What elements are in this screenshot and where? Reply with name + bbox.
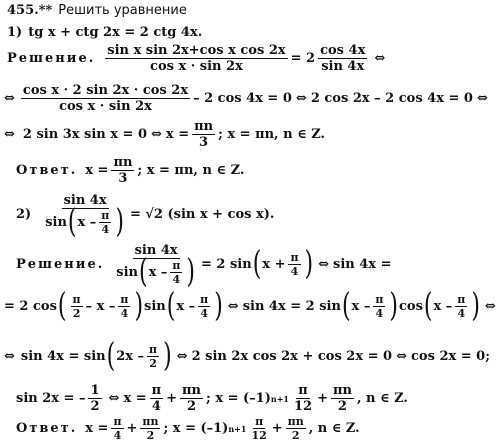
fraction: π 2 [72,293,81,320]
part2-solution-line3: ⇔ sin 4x = sin ( 2x – π 2 ) ⇔ 2 sin 2x cos 2x + cos 2x = 0 ⇔ cos 2x = 0; [4,337,491,375]
fraction: π 4 [172,259,181,286]
solution-label: Решение. [16,257,105,272]
part1-equation: 1) tg x + ctg 2x = 2 ctg 4x. [7,25,203,40]
answer-label: Ответ. [16,163,78,178]
fraction: π 4 [101,209,110,236]
fraction: π 4 [200,293,209,320]
problem-title: Решить уравнение [58,3,187,18]
part2-solution-line4: sin 2x = – 1 2 ⇔ x = $\frac{\pi}{4}$ + $\frac{\pi n}{2}$ ; x = (–1) n+1 π 12 + $\frac{\pi n}{2}$ , n ∈ Z. [16,383,408,414]
fraction: π 12 [251,415,267,442]
fraction: π 4 [375,293,384,320]
equivalence-arrow: ⇔ [176,349,188,364]
fraction: sin 4x sin ( x – π 4 ) [45,193,124,241]
equivalence-arrow: ⇔ [151,127,162,142]
part1-solution-line2: ⇔ cos x · 2 sin 2x · cos 2x cos x · sin 2x – 2 cos 4x = 0 ⇔ 2 cos 2x – 2 cos 4x = 0 ⇔ [4,83,488,114]
equivalence-arrow: ⇔ [484,299,496,314]
problem-number: 455.** [7,3,53,18]
equivalence-arrow: ⇔ [476,91,488,106]
fraction: 1 2 [90,383,100,414]
fraction: $\frac{\pi n}{2}$ [142,415,159,442]
fraction: cos x · 2 sin 2x · cos 2x cos x · sin 2x [22,83,189,114]
fraction: π 12 [293,383,313,414]
equivalence-arrow: ⇔ [318,257,330,272]
part1-solution-line1: Решение. $\frac{\text{sin x sin 2x+cos x cos 2x}}{\text{cos x · sin 2x}}$ = 2 cos 4x sin 4x ⇔ [7,43,386,74]
equivalence-arrow: ⇔ [227,299,239,314]
equivalence-arrow: ⇔ [4,127,15,142]
part2-solution-line1: Решение. sin 4x sin ( x – π 4 ) = 2 sin ( x + $\frac{\pi}{4}$ ) ⇔ sin 4x = [16,243,392,291]
fraction: $\frac{\pi}{4}$ [290,251,299,278]
fraction: $\frac{\pi}{4}$ [113,415,122,442]
fraction: $\frac{\pi}{4}$ [151,383,162,414]
fraction: π 2 [149,343,158,370]
fraction: $\frac{\pi n}{2}$ [287,415,304,442]
equivalence-arrow: ⇔ [4,91,15,106]
equivalence-arrow: ⇔ [108,391,120,406]
solution-label: Решение. [7,51,96,66]
fraction: $\frac{\pi n}{2}$ [182,383,201,414]
equivalence-arrow: ⇔ [4,349,15,364]
problem-header [7,4,187,17]
fraction: π 4 [120,293,129,320]
part2-solution-line2: = 2 cos ( π 2 – x – π 4 ) sin ( x – π 4 ) ⇔ sin 4x = 2 sin ( x – π 4 ) cos ( x – π 4 ) ⇔ [4,287,496,325]
part1-solution-line3: ⇔ 2 sin 3x sin x = 0 ⇔ x = $\frac{\pi n}{3}$ ; x = πn, n ∈ Z. [4,119,326,150]
fraction: $\frac{\text{sin x sin 2x+cos x cos 2x}}{\text{cos x · sin 2x}}$ [107,43,286,74]
part2-equation: 2) sin 4x sin ( x – π 4 ) = √2 (sin x + cos x). [16,193,275,241]
fraction: $\frac{\pi n}{2}$ [332,383,352,414]
equivalence-arrow: ⇔ [295,91,307,106]
equivalence-arrow: ⇔ [374,51,386,66]
fraction: sin 4x sin ( x – π 4 ) [116,243,195,291]
fraction: $\frac{\pi n}{3}$ [194,119,214,150]
part2-answer: Ответ. x = $\frac{\pi}{4}$ + $\frac{\pi n}{2}$ ; x = (–1) n+1 π 12 + $\frac{\pi n}{2}$ , n ∈ Z. [16,415,360,442]
part1-answer: Ответ. x = $\frac{\pi n}{3}$ ; x = πn, n ∈ Z. [16,155,245,186]
fraction: π 4 [457,293,466,320]
answer-label: Ответ. [16,421,78,436]
fraction: cos 4x sin 4x [320,43,366,74]
fraction: $\frac{\pi n}{3}$ [113,155,133,186]
equivalence-arrow: ⇔ [396,349,408,364]
